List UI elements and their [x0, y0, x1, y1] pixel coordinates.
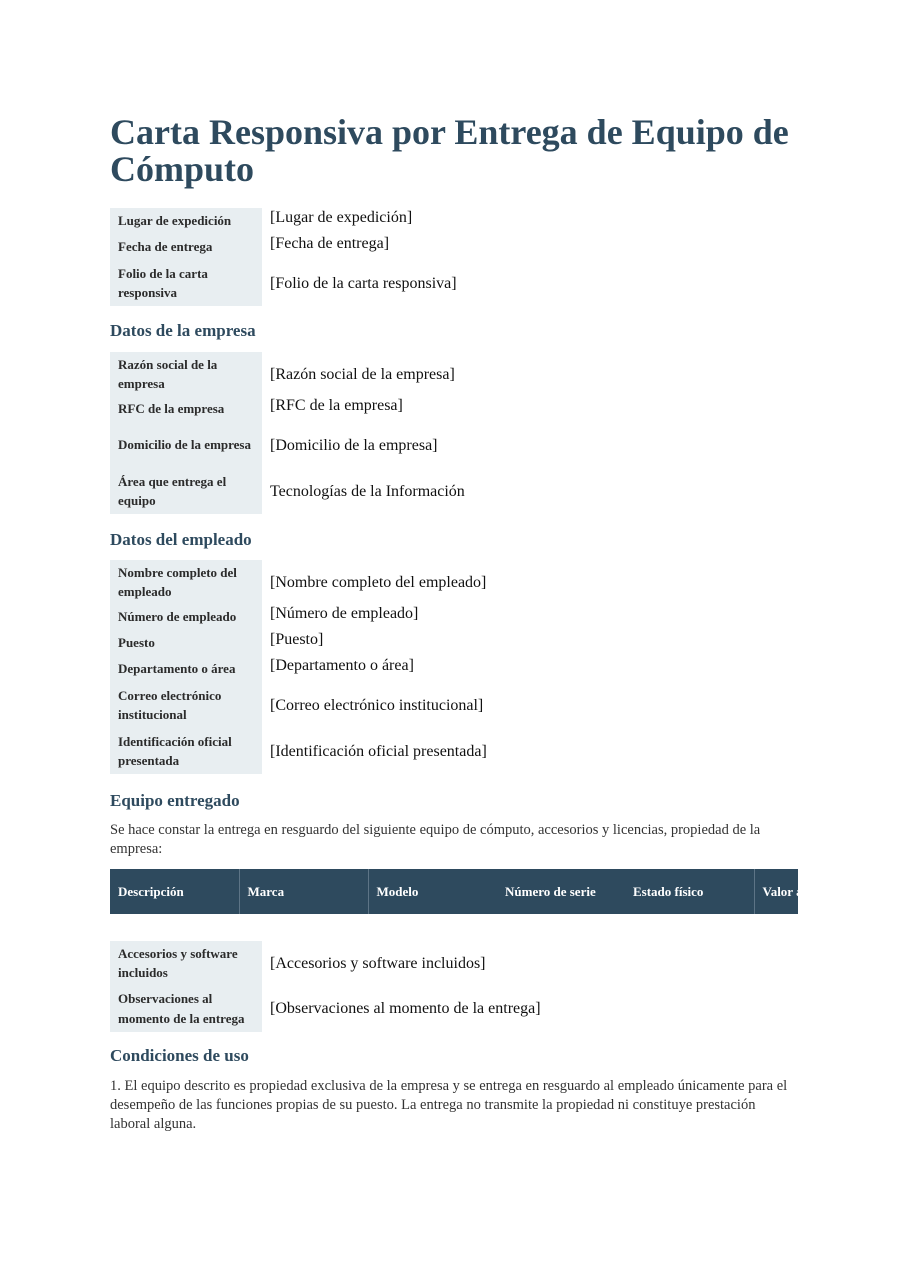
column-header: Valor aproximado: [762, 883, 864, 899]
field-label: Domicilio de la empresa: [110, 422, 262, 468]
field-row: [110, 352, 798, 396]
field-label: Folio de la carta responsiva: [110, 260, 262, 306]
field-label: Puesto: [110, 630, 262, 656]
field-value: [Número de empleado]: [270, 605, 419, 622]
field-value: [Razón social de la empresa]: [270, 365, 455, 383]
field-value: [Lugar de expedición]: [270, 209, 413, 226]
field-row: [110, 396, 798, 422]
employee-fields-table: [110, 560, 798, 774]
field-value: [Departamento o área]: [270, 657, 414, 674]
field-value: [Folio de la carta responsiva]: [270, 274, 457, 292]
field-value: [Correo electrónico institucional]: [270, 696, 484, 714]
document-title: Carta Responsiva por Entrega de Equipo de Cómputo: [110, 112, 789, 189]
field-value: [Domicilio de la empresa]: [270, 436, 438, 454]
field-row: [110, 208, 798, 234]
column-header: Marca: [239, 869, 368, 914]
equipment-intro: Se hace constar la entrega en resguardo del siguiente equipo de cómputo, accesorios y licencias, propiedad de la empresa:: [110, 822, 761, 857]
field-value: [Nombre completo del empleado]: [270, 573, 487, 591]
field-row: [110, 468, 798, 514]
field-row: [110, 260, 798, 306]
field-value: [Puesto]: [270, 631, 324, 648]
field-value: [RFC de la empresa]: [270, 397, 403, 414]
field-row: [110, 985, 798, 1032]
field-value: [Fecha de entrega]: [270, 235, 390, 252]
field-row: [110, 941, 798, 985]
header-fields-table: [110, 208, 798, 306]
field-row: [110, 728, 798, 774]
field-row: [110, 604, 798, 630]
field-label: Área que entrega el equipo: [110, 468, 262, 514]
field-value: [Accesorios y software incluidos]: [270, 954, 486, 972]
equipment-table-header: [110, 869, 879, 914]
field-row: [110, 656, 798, 682]
field-value: [Observaciones al momento de la entrega]: [270, 1000, 541, 1017]
company-heading: Datos de la empresa: [110, 321, 256, 340]
field-label: Número de empleado: [110, 604, 262, 630]
field-row: [110, 422, 798, 468]
column-header: Número de serie: [505, 883, 596, 899]
field-row: [110, 630, 798, 656]
conditions-heading: Condiciones de uso: [110, 1046, 249, 1065]
field-label: Nombre completo del empleado: [110, 560, 262, 604]
column-header: Modelo: [376, 883, 419, 899]
field-value: [Identificación oficial presentada]: [270, 742, 487, 760]
field-label: Razón social de la empresa: [110, 352, 262, 396]
field-value: Tecnologías de la Información: [270, 482, 465, 500]
field-row: [110, 682, 798, 728]
field-label: Observaciones al momento de la entrega: [110, 985, 262, 1032]
field-label: Accesorios y software incluidos: [110, 941, 262, 985]
employee-heading: Datos del empleado: [110, 530, 252, 549]
company-fields-table: [110, 352, 798, 514]
field-label: Departamento o área: [110, 656, 262, 682]
field-row: [110, 560, 798, 604]
column-header: Descripción: [110, 869, 239, 914]
condition-item: 1. El equipo descrito es propiedad exclusiva de la empresa y se entrega en resguardo al empleado únicamente para el desempeño de las funciones propias de su puesto. La entrega no transmite la propiedad ni constituye prestación laboral alguna.: [110, 1078, 788, 1132]
equipment-table: [110, 869, 864, 914]
field-row: [110, 234, 798, 260]
field-label: Fecha de entrega: [110, 234, 262, 260]
field-label: RFC de la empresa: [110, 396, 262, 422]
field-label: Correo electrónico institucional: [110, 682, 262, 728]
column-header: Estado físico: [625, 869, 754, 914]
equipment-extra-fields-table: [110, 941, 798, 1032]
field-label: Identificación oficial presentada: [110, 728, 262, 774]
equipment-heading: Equipo entregado: [110, 791, 240, 810]
field-label: Lugar de expedición: [110, 208, 262, 234]
